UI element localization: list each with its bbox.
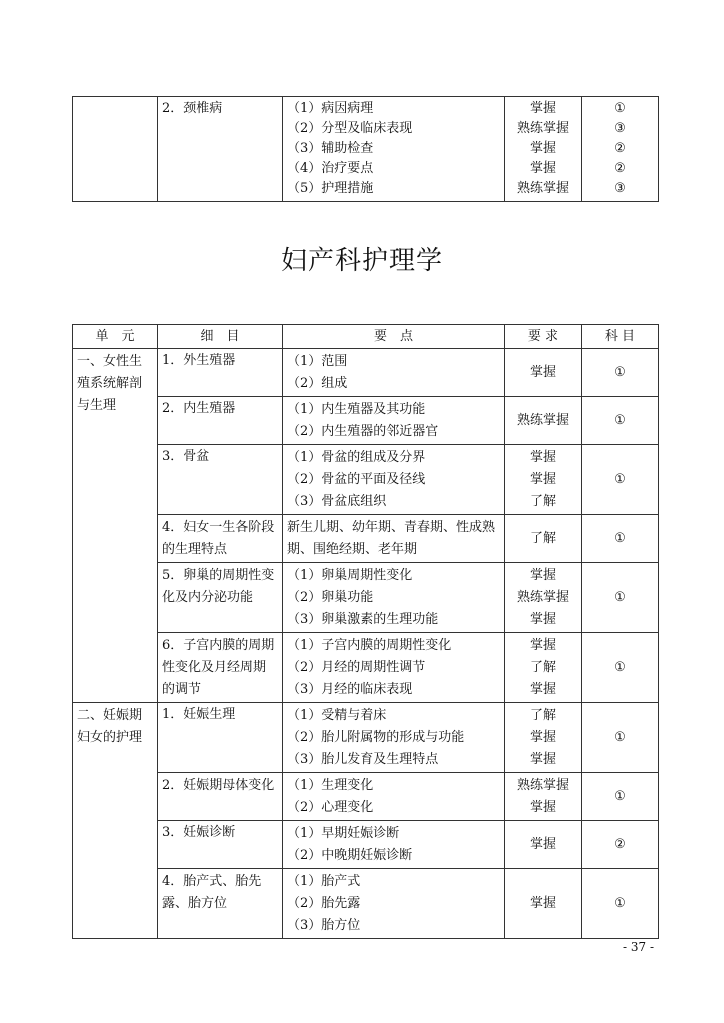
point-line: （3）胎儿发育及生理特点 [287,752,439,767]
req-line: 了解 [529,494,556,509]
point-line: （2）卵巢功能 [287,590,374,605]
section-title: 妇产科护理学 [280,246,443,276]
subject-cell: ① [582,869,659,939]
req-line: 掌握 [529,450,556,465]
table-row [73,821,659,869]
req-line: 熟练掌握 [516,121,569,136]
page-number: - 37 - [622,940,654,954]
header-item: 细 目 [158,325,283,349]
req-cell [505,633,582,703]
continued-table [72,96,659,202]
point-line: （1）受精与着床 [287,708,387,723]
table-row [73,703,659,773]
point-line: （2）中晚期妊娠诊断 [287,848,413,863]
points-cell [283,703,505,773]
point-line: （3）胎方位 [287,918,361,933]
req-cell: 熟练掌握 [505,397,582,445]
subject-cell: ① [582,397,659,445]
point-line: （1）早期妊娠诊断 [287,826,400,841]
point-line: （3）骨盆底组织 [287,494,387,509]
req-line: 掌握 [529,101,556,116]
req-line: 掌握 [529,141,556,156]
table-row [73,773,659,821]
req-line: 掌握 [529,800,556,815]
subject-cell: ① [582,633,659,703]
req-line: 了解 [529,708,556,723]
subject-cell [582,97,659,202]
point-line: （2）骨盆的平面及径线 [287,472,426,487]
item-cell: 5．卵巢的周期性变化及内分泌功能 [158,563,283,633]
point-line: （1）范围 [287,354,348,369]
header-req: 要 求 [505,325,582,349]
point-line: （1）病因病理 [287,101,374,116]
points-cell [283,821,505,869]
points-cell: 新生儿期、幼年期、青春期、性成熟期、围绝经期、老年期 [283,515,505,563]
subject-cell: ① [582,445,659,515]
req-cell [505,563,582,633]
req-line: 掌握 [529,752,556,767]
table-row [73,633,659,703]
table-row [73,397,659,445]
item-cell: 4．胎产式、胎先露、胎方位 [158,869,283,939]
points-cell [283,633,505,703]
point-line: （2）胎先露 [287,896,361,911]
req-line: 掌握 [529,638,556,653]
subject-cell: ① [582,563,659,633]
subject-cell: ① [582,703,659,773]
header-row [73,325,659,349]
point-line: （2）心理变化 [287,800,374,815]
req-line: 掌握 [529,472,556,487]
point-line: （1）子宫内膜的周期性变化 [287,638,452,653]
table-row [73,563,659,633]
item-cell: 2．内生殖器 [158,397,283,445]
item-cell: 2．妊娠期母体变化 [158,773,283,821]
points-cell [283,97,505,202]
point-line: （1）卵巢周期性变化 [287,568,413,583]
item-cell: 1．妊娠生理 [158,703,283,773]
req-cell [505,97,582,202]
point-line: （2）月经的周期性调节 [287,660,426,675]
header-unit: 单 元 [73,325,158,349]
table-row [73,445,659,515]
req-cell: 掌握 [505,349,582,397]
item-cell: 3．骨盆 [158,445,283,515]
points-cell [283,563,505,633]
req-line: 熟练掌握 [516,181,569,196]
subject-line: ③ [614,181,626,196]
req-line: 掌握 [529,612,556,627]
subject-line: ③ [614,121,626,136]
points-cell [283,349,505,397]
point-line: （3）月经的临床表现 [287,682,413,697]
table-row [73,515,659,563]
subject-cell: ① [582,773,659,821]
points-cell [283,445,505,515]
req-cell [505,703,582,773]
point-line: （2）胎儿附属物的形成与功能 [287,730,465,745]
item-cell: 4．妇女一生各阶段的生理特点 [158,515,283,563]
req-line: 掌握 [529,730,556,745]
req-cell [505,773,582,821]
req-cell [505,445,582,515]
item-cell: 6．子宫内膜的周期性变化及月经周期的调节 [158,633,283,703]
point-line: （2）内生殖器的邻近器官 [287,424,439,439]
point-line: （1）骨盆的组成及分界 [287,450,426,465]
point-line: （3）卵巢激素的生理功能 [287,612,439,627]
points-cell [283,397,505,445]
table-row [73,869,659,939]
req-line: 熟练掌握 [516,778,569,793]
table-row [73,97,659,202]
req-line: 掌握 [529,682,556,697]
points-cell [283,869,505,939]
req-cell: 掌握 [505,821,582,869]
subject-line: ② [614,161,626,176]
point-line: （2）组成 [287,376,348,391]
subject-line: ① [614,101,626,116]
point-line: （1）生理变化 [287,778,374,793]
table-row [73,349,659,397]
req-cell: 掌握 [505,869,582,939]
unit-cell: 一、女性生殖系统解剖与生理 [73,349,158,703]
points-cell [283,773,505,821]
point-line: （5）护理措施 [287,181,374,196]
syllabus-table [72,324,659,939]
subject-line: ② [614,141,626,156]
unit-cell: 二、妊娠期妇女的护理 [73,703,158,939]
header-points: 要 点 [283,325,505,349]
unit-cell-empty [73,97,158,202]
req-line: 了解 [529,660,556,675]
req-cell: 了解 [505,515,582,563]
point-line: （1）胎产式 [287,874,361,889]
point-line: （4）治疗要点 [287,161,374,176]
item-cell: 1．外生殖器 [158,349,283,397]
req-line: 掌握 [529,568,556,583]
point-line: （3）辅助检查 [287,141,374,156]
subject-cell: ② [582,821,659,869]
subject-cell: ① [582,515,659,563]
item-cell: 3．妊娠诊断 [158,821,283,869]
point-line: （2）分型及临床表现 [287,121,413,136]
req-line: 熟练掌握 [516,590,569,605]
req-line: 掌握 [529,161,556,176]
subject-cell: ① [582,349,659,397]
item-cell: 2．颈椎病 [158,97,283,202]
point-line: （1）内生殖器及其功能 [287,402,426,417]
header-subject: 科 目 [582,325,659,349]
